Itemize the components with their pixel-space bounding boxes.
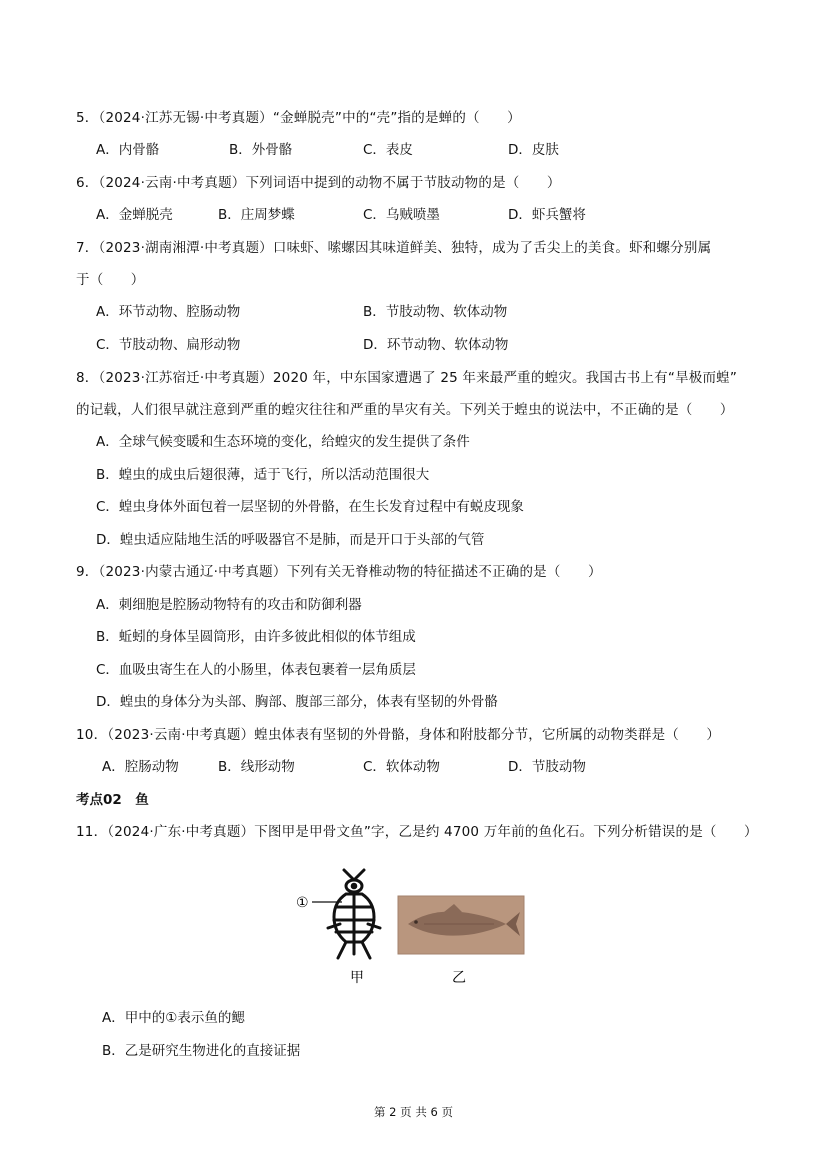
figure-svg [294,862,534,992]
question-5-option-a: A．内骨骼 [96,142,160,158]
question-5-option-b: B．外骨骼 [229,142,293,158]
section-heading: 考点02 鱼 [76,792,149,808]
question-6-option-d: D．虾兵蟹将 [508,207,586,223]
question-10-option-d: D．节肢动物 [508,759,586,775]
fish-fossil-image [398,896,524,954]
question-7-option-d: D．环节动物、软体动物 [363,337,509,353]
question-9-option-b: B．蚯蚓的身体呈圆筒形，由许多彼此相似的体节组成 [96,629,416,645]
question-8-option-c: C．蝗虫身体外面包着一层坚韧的外骨骼，在生长发育过程中有蜕皮现象 [96,499,524,515]
question-10-option-c: C．软体动物 [363,759,440,775]
figure-label-a: 甲 [350,970,364,986]
page-footer: 第 2 页 共 6 页 [374,1105,453,1119]
question-7-stem-line1: 7．（2023·湖南湘潭·中考真题）口味虾、嗦螺因其味道鲜美、独特，成为了舌尖上的美食。虾和螺分别属 [76,240,712,256]
question-6-option-b: B．庄周梦蝶 [218,207,295,223]
question-8-stem-line1: 8．（2023·江苏宿迁·中考真题）2020 年，中东国家遭遇了 25 年来最严重的蝗灾。我国古书上有“旱极而蝗” [76,370,738,386]
oracle-fish-glyph [328,870,380,958]
question-8-option-a: A．全球气候变暖和生态环境的变化，给蝗灾的发生提供了条件 [96,434,470,450]
question-9-option-a: A．刺细胞是腔肠动物特有的攻击和防御利器 [96,597,362,613]
question-11-stem: 11．（2024·广东·中考真题）下图甲是甲骨文鱼”字，乙是约 4700 万年前的鱼化石。下列分析错误的是（ ） [76,824,758,840]
question-8-stem-line2: 的记载，人们很早就注意到严重的蝗灾往往和严重的旱灾有关。下列关于蝗虫的说法中，不正确的是（ ） [76,402,734,418]
question-10-option-b: B．线形动物 [218,759,295,775]
question-5-option-d: D．皮肤 [508,142,559,158]
figure-marker: ① [296,895,309,911]
question-11-figure [294,862,534,992]
question-11-option-b: B．乙是研究生物进化的直接证据 [102,1043,301,1059]
question-5-option-c: C．表皮 [363,142,413,158]
question-7-option-b: B．节肢动物、软体动物 [363,304,508,320]
question-9-option-d: D．蝗虫的身体分为头部、胸部、腹部三部分，体表有坚韧的外骨骼 [96,694,498,710]
question-7-option-a: A．环节动物、腔肠动物 [96,304,241,320]
question-8-option-d: D．蝗虫适应陆地生活的呼吸器官不是肺，而是开口于头部的气管 [96,532,485,548]
question-5-stem: 5．（2024·江苏无锡·中考真题）“金蝉脱壳”中的“壳”指的是蝉的（ ） [76,110,521,126]
question-6-stem: 6．（2024·云南·中考真题）下列词语中提到的动物不属于节肢动物的是（ ） [76,175,561,191]
question-7-option-c: C．节肢动物、扁形动物 [96,337,241,353]
question-9-option-c: C．血吸虫寄生在人的小肠里，体表包裹着一层角质层 [96,662,416,678]
question-6-option-c: C．乌贼喷墨 [363,207,440,223]
question-6-option-a: A．金蝉脱壳 [96,207,173,223]
question-10-option-a: A．腔肠动物 [102,759,179,775]
question-10-stem: 10．（2023·云南·中考真题）蝗虫体表有坚韧的外骨骼，身体和附肢都分节，它所属的动物类群是（ ） [76,727,721,743]
question-7-stem-line2: 于（ ） [76,272,145,288]
question-9-stem: 9．（2023·内蒙古通辽·中考真题）下列有关无脊椎动物的特征描述不正确的是（ ） [76,564,602,580]
question-11-option-a: A．甲中的①表示鱼的鳃 [102,1010,245,1026]
figure-label-b: 乙 [452,970,466,986]
question-8-option-b: B．蝗虫的成虫后翅很薄，适于飞行，所以活动范围很大 [96,467,430,483]
